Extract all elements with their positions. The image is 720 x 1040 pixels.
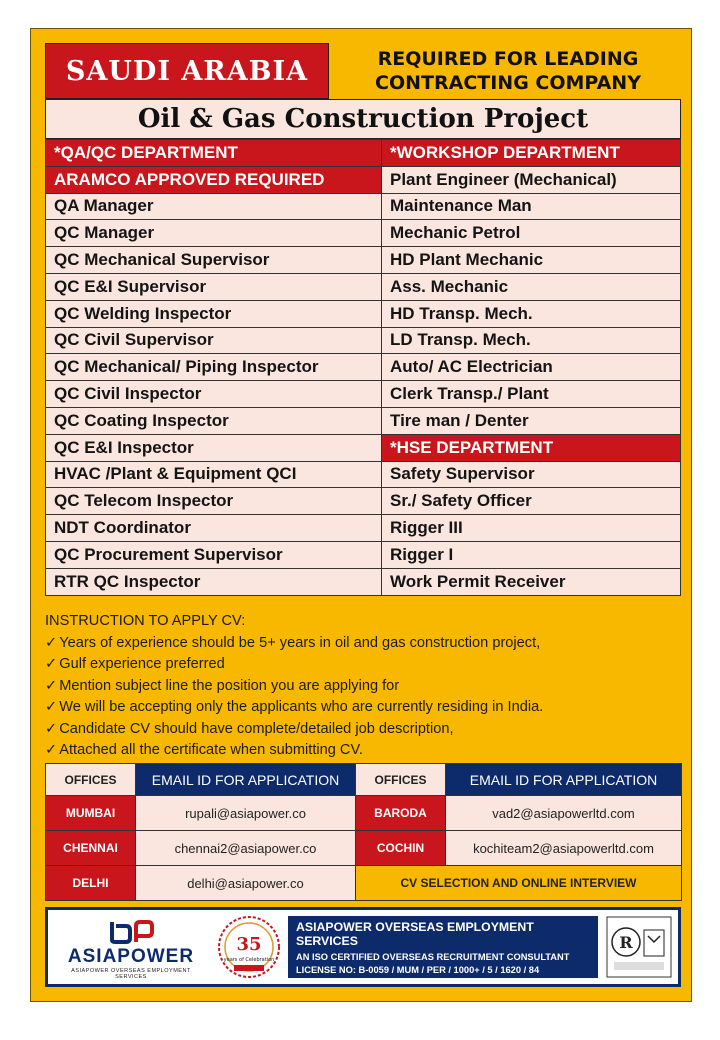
seal-number: 35 [236,934,262,955]
office-email-baroda[interactable]: vad2@asiapowerltd.com [446,796,682,831]
footer-banner [45,907,681,987]
workshop-hse-position: Sr./ Safety Officer [382,488,681,515]
office-city-delhi: DELHI [46,866,136,901]
workshop-hse-position: Auto/ AC Electrician [382,354,681,381]
job-poster [30,28,692,1002]
svg-text:R: R [619,933,633,952]
seal-text: years of Celebration [223,957,275,963]
qa-section-heading: ARAMCO APPROVED REQUIRED [46,166,382,193]
jobs-row [46,541,681,568]
workshop-hse-position: HD Plant Mechanic [382,247,681,274]
office-city-chennai: CHENNAI [46,831,136,866]
project-title: Oil & Gas Construction Project [45,99,681,139]
country-title: SAUDI ARABIA [45,43,329,99]
jobs-row [46,488,681,515]
workshop-hse-position: Ass. Mechanic [382,273,681,300]
jobs-row [46,273,681,300]
office-email-mumbai[interactable]: rupali@asiapower.co [136,796,356,831]
qa-position: QC Welding Inspector [46,300,382,327]
jobs-table [45,139,681,596]
jobs-row [46,434,681,461]
jobs-row [46,515,681,542]
tagline-line1: REQUIRED FOR LEADING [377,48,639,70]
brand-name: ASIAPOWER [67,946,195,967]
header [45,43,681,99]
jobs-row [46,193,681,220]
company-name: ASIAPOWER OVERSEAS EMPLOYMENT SERVICES [296,920,534,948]
qa-position: QC Coating Inspector [46,407,382,434]
office-email-cochin[interactable]: kochiteam2@asiapowerltd.com [446,831,682,866]
tagline-line2: CONTRACTING COMPANY [375,72,641,94]
office-city-cochin: COCHIN [356,831,446,866]
email-header: EMAIL ID FOR APPLICATION [446,764,682,796]
qa-position: QC Mechanical/ Piping Inspector [46,354,382,381]
qa-position: QC Civil Supervisor [46,327,382,354]
company-info [288,916,598,978]
workshop-hse-position: Safety Supervisor [382,461,681,488]
qa-position: NDT Coordinator [46,515,382,542]
email-header: EMAIL ID FOR APPLICATION [136,764,356,796]
jobs-row [46,220,681,247]
license-number: LICENSE NO: B-0059 / MUM / PER / 1000+ / 5 / 1620 / 84 [296,965,540,975]
jobs-row [46,140,681,167]
anniversary-seal-icon [216,914,282,980]
jobs-row [46,407,681,434]
offices-header: OFFICES [356,764,446,796]
department-heading: *HSE DEPARTMENT [382,434,681,461]
jobs-row [46,247,681,274]
cv-selection-note: CV SELECTION AND ONLINE INTERVIEW [356,866,682,901]
jobs-row [46,461,681,488]
jobs-row [46,300,681,327]
qa-position: QC Manager [46,220,382,247]
qa-position: QC Mechanical Supervisor [46,247,382,274]
instructions-heading: INSTRUCTION TO APPLY CV: [45,613,246,629]
qa-position: QC E&I Supervisor [46,273,382,300]
company-subtitle: AN ISO CERTIFIED OVERSEAS RECRUITMENT CONSULTANT [296,952,570,962]
office-email-chennai[interactable]: chennai2@asiapower.co [136,831,356,866]
qa-position: QC E&I Inspector [46,434,382,461]
tagline [335,43,681,99]
qa-position: QC Civil Inspector [46,381,382,408]
workshop-hse-position: Rigger I [382,541,681,568]
workshop-hse-position: Work Permit Receiver [382,568,681,595]
qa-position: QA Manager [46,193,382,220]
workshop-hse-position: Mechanic Petrol [382,220,681,247]
instruction-item: ✓ Years of experience should be 5+ years in oil and gas construction project, [45,633,681,655]
offices-table [45,763,682,901]
jobs-row [46,327,681,354]
office-city-mumbai: MUMBAI [46,796,136,831]
workshop-hse-position: Plant Engineer (Mechanical) [382,166,681,193]
instruction-item: ✓ Mention subject line the position you are applying for [45,676,681,698]
office-email-delhi[interactable]: delhi@asiapower.co [136,866,356,901]
instruction-item: ✓ Gulf experience preferred [45,654,681,676]
instruction-item: ✓ We will be accepting only the applicants who are currently residing in India. [45,697,681,719]
department-heading: *WORKSHOP DEPARTMENT [382,140,681,167]
instruction-item: ✓ Candidate CV should have complete/detailed job description, [45,719,681,741]
jobs-row [46,381,681,408]
asiapower-mark-icon [108,920,154,944]
instruction-item: ✓ Attached all the certificate when submitting CV. [45,740,681,762]
offices-header: OFFICES [46,764,136,796]
workshop-hse-position: Clerk Transp./ Plant [382,381,681,408]
workshop-hse-position: Tire man / Denter [382,407,681,434]
office-city-baroda: BARODA [356,796,446,831]
workshop-hse-position: Rigger III [382,515,681,542]
qa-position: RTR QC Inspector [46,568,382,595]
qa-position: QC Procurement Supervisor [46,541,382,568]
certification-badge-icon [606,916,672,978]
asiapower-logo [56,918,206,978]
workshop-hse-position: Maintenance Man [382,193,681,220]
qa-section-heading: *QA/QC DEPARTMENT [46,140,382,167]
qa-position: HVAC /Plant & Equipment QCI [46,461,382,488]
jobs-row [46,166,681,193]
jobs-row [46,354,681,381]
instructions [45,611,681,761]
jobs-row [46,568,681,595]
brand-tagline: ASIAPOWER OVERSEAS EMPLOYMENT SERVICES [71,968,191,980]
qa-position: QC Telecom Inspector [46,488,382,515]
workshop-hse-position: HD Transp. Mech. [382,300,681,327]
workshop-hse-position: LD Transp. Mech. [382,327,681,354]
